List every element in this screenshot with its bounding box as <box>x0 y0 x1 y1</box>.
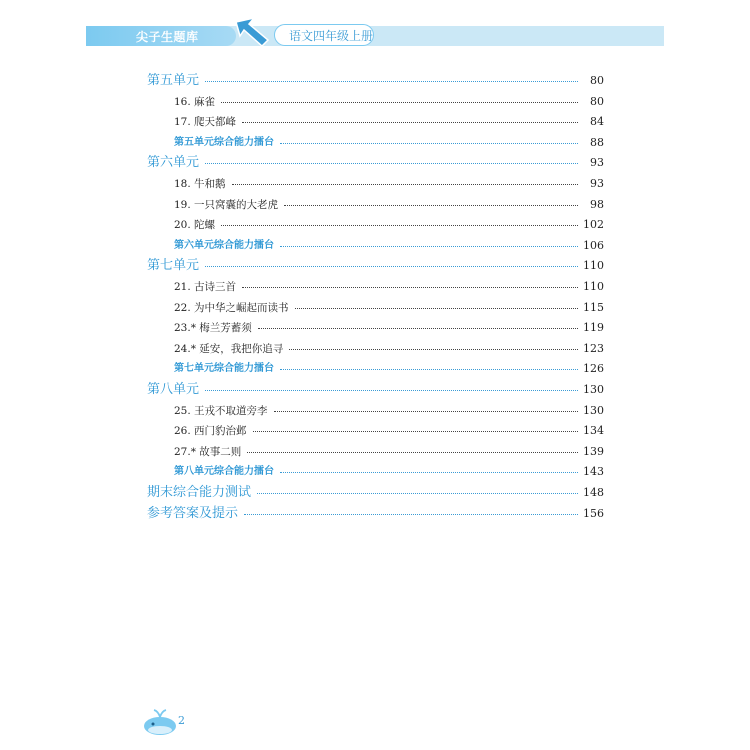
toc-row-review <box>0 135 750 151</box>
toc-page: 115 <box>583 300 604 314</box>
toc-title: 第七单元综合能力擂台 <box>174 363 274 375</box>
dot-leader <box>280 143 578 144</box>
toc-row-review <box>0 361 750 377</box>
toc-row-lesson <box>0 300 750 316</box>
toc-title: 参考答案及提示 <box>147 505 239 521</box>
dot-leader <box>289 349 578 350</box>
toc-page: 130 <box>583 403 604 417</box>
dot-leader <box>205 81 578 82</box>
header-series-tab <box>86 26 236 46</box>
toc-title: 21. 古诗三首 <box>174 281 237 293</box>
dot-leader <box>205 163 578 164</box>
toc-row-unit <box>0 382 750 398</box>
toc-page: 123 <box>583 341 604 355</box>
toc-page: 84 <box>590 115 604 129</box>
toc-row-unit <box>0 506 750 522</box>
dot-leader <box>284 205 578 206</box>
dot-leader <box>232 184 578 185</box>
arrow-icon <box>232 16 272 50</box>
dot-leader <box>221 225 578 226</box>
dot-leader <box>247 452 578 453</box>
toc-title: 19. 一只窝囊的大老虎 <box>174 198 279 211</box>
toc-page: 110 <box>583 259 604 273</box>
dot-leader <box>257 493 578 494</box>
toc-row-unit <box>0 155 750 171</box>
toc-row-lesson <box>0 114 750 130</box>
toc-row-lesson <box>0 94 750 110</box>
toc-row-review <box>0 238 750 254</box>
toc-page: 126 <box>583 362 604 376</box>
toc-title: 18. 牛和鹅 <box>174 178 226 190</box>
toc-page: 98 <box>590 197 604 211</box>
toc-row-lesson <box>0 341 750 357</box>
toc-page: 139 <box>583 444 604 458</box>
toc-page: 148 <box>583 486 604 499</box>
toc-page: 102 <box>583 218 604 232</box>
toc-title: 22. 为中华之崛起而读书 <box>174 301 289 314</box>
toc-row-lesson <box>0 320 750 336</box>
dot-leader <box>205 266 578 267</box>
toc-row-review <box>0 464 750 480</box>
toc-page: 130 <box>583 383 604 396</box>
toc-title: 17. 爬天都峰 <box>174 116 237 129</box>
toc-row-lesson <box>0 279 750 295</box>
toc-page: 93 <box>590 156 604 170</box>
toc-title: 20. 陀螺 <box>174 219 216 232</box>
toc-row-lesson <box>0 217 750 233</box>
dot-leader <box>221 102 578 103</box>
toc-title: 16. 麻雀 <box>174 95 216 108</box>
toc-row-lesson <box>0 176 750 192</box>
toc-title: 26. 西门豹治邺 <box>174 425 247 438</box>
dot-leader <box>274 411 578 412</box>
toc-row-unit <box>0 258 750 274</box>
toc-title: 24.* 延安，我把你追寻 <box>174 342 284 355</box>
toc-page: 134 <box>583 424 604 438</box>
toc-title: 第六单元 <box>147 155 200 171</box>
toc-page: 80 <box>590 94 604 108</box>
subject-badge <box>274 24 374 46</box>
dot-leader <box>280 472 578 473</box>
book-series-title: 尖子生题库 <box>136 30 199 44</box>
toc-page: 106 <box>583 238 604 252</box>
toc-page: 80 <box>590 74 604 87</box>
toc-title: 第八单元 <box>147 382 200 397</box>
toc-title: 23.* 梅兰芳蓄须 <box>174 322 252 335</box>
toc-row-lesson <box>0 423 750 439</box>
toc-title: 25. 王戎不取道旁李 <box>174 404 268 417</box>
toc-row-unit <box>0 73 750 89</box>
toc-page: 119 <box>583 321 604 335</box>
dot-leader <box>244 514 578 515</box>
toc-page: 88 <box>590 135 604 149</box>
toc-row-unit <box>0 485 750 501</box>
dot-leader <box>242 287 578 288</box>
toc-title: 第七单元 <box>147 258 200 274</box>
page-number: 2 <box>178 714 185 727</box>
toc-row-lesson <box>0 444 750 460</box>
toc-title: 第五单元综合能力擂台 <box>174 136 274 148</box>
dot-leader <box>295 308 578 309</box>
toc-page: 110 <box>583 280 604 293</box>
toc-page: 93 <box>590 177 604 190</box>
dot-leader <box>280 246 578 247</box>
dot-leader <box>253 431 578 432</box>
toc-row-lesson <box>0 403 750 419</box>
toc-title: 期末综合能力测试 <box>147 485 252 500</box>
toc-title: 第五单元 <box>147 73 200 88</box>
toc-row-lesson <box>0 197 750 213</box>
toc-title: 27.* 故事二则 <box>174 445 242 458</box>
subject-title: 语文四年级上册 <box>289 29 374 43</box>
toc-page: 143 <box>583 465 604 479</box>
toc-title: 第八单元综合能力擂台 <box>174 466 274 478</box>
dot-leader <box>205 390 578 391</box>
dot-leader <box>280 369 578 370</box>
dot-leader <box>258 328 578 329</box>
whale-icon <box>140 708 180 736</box>
toc-page: 156 <box>583 506 604 520</box>
toc-title: 第六单元综合能力擂台 <box>174 239 274 251</box>
dot-leader <box>242 122 578 123</box>
